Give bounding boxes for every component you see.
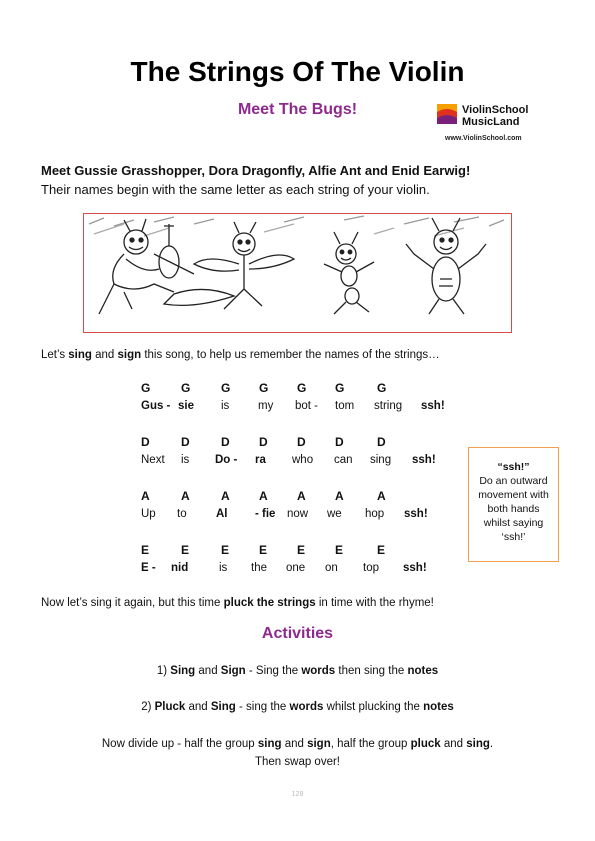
act3-b4: sing xyxy=(466,738,490,750)
song-note: A xyxy=(221,489,230,503)
song-word: top xyxy=(363,562,379,574)
act2-b4: notes xyxy=(423,701,454,713)
song-note: E xyxy=(221,543,230,557)
song-note: E xyxy=(181,543,190,557)
song-note: G xyxy=(141,381,151,395)
song-note: G xyxy=(297,381,307,395)
song-word: my xyxy=(258,400,274,412)
song-note: D xyxy=(221,435,230,449)
song-note: A xyxy=(335,489,344,503)
song-note: G xyxy=(181,381,191,395)
song-note: G xyxy=(335,381,345,395)
song-note: A xyxy=(259,489,268,503)
song-note: D xyxy=(259,435,268,449)
lead-text-3: this song, to help us remember the names of the strings… xyxy=(141,349,440,361)
song-word: bot - xyxy=(295,400,319,412)
act2-b3: words xyxy=(289,701,324,713)
song-word: on xyxy=(325,562,338,574)
song-note: D xyxy=(181,435,190,449)
song-word: string xyxy=(374,400,403,412)
act1-b4: notes xyxy=(407,665,439,677)
song-word: ra xyxy=(255,454,266,466)
song-note: A xyxy=(141,489,150,503)
act2-b1: Pluck xyxy=(154,701,186,713)
act3-b2: sign xyxy=(307,738,331,750)
song-word: to xyxy=(177,508,187,520)
ssh-line: Do an outward xyxy=(479,475,548,487)
logo-mark-icon xyxy=(437,104,457,124)
song-note: A xyxy=(297,489,306,503)
activities-heading: Activities xyxy=(261,625,334,642)
violinschool-logo xyxy=(437,104,557,148)
song-intro xyxy=(41,349,440,361)
lead-text-2: and xyxy=(91,349,118,361)
act3-t5: . xyxy=(489,738,494,750)
song-note: G xyxy=(377,381,387,395)
act3-t1: Now divide up - half the group xyxy=(101,738,258,750)
act1-b1: Sing xyxy=(170,665,196,677)
song-note: E xyxy=(377,543,386,557)
act1-t1: 1) xyxy=(156,665,171,677)
act1-t3: - Sing the xyxy=(245,665,302,677)
act2-t1: 2) xyxy=(141,701,155,713)
song-note: D xyxy=(377,435,386,449)
song-word: one xyxy=(286,562,306,574)
song-word: Next xyxy=(141,454,165,466)
logo-line-1: ViolinSchool xyxy=(462,104,529,116)
ssh-line: whilst saying xyxy=(483,517,544,529)
act3-t2: and xyxy=(281,738,308,750)
song-note: D xyxy=(141,435,150,449)
song-word: sing xyxy=(370,454,392,466)
act2-t2: and xyxy=(185,701,211,713)
activity-2 xyxy=(0,701,595,713)
song-note: A xyxy=(377,489,386,503)
song-word: Gus - xyxy=(141,400,171,412)
act2-t4: whilst plucking the xyxy=(323,701,424,713)
intro-heading: Meet Gussie Grasshopper, Dora Dragonfly, Alfie Ant and Enid Earwig! xyxy=(41,163,471,178)
song-word: is xyxy=(219,562,228,574)
logo-line-2: MusicLand xyxy=(462,116,520,128)
bugs-drawing-icon xyxy=(84,214,510,331)
act2-b2: Sing xyxy=(210,701,236,713)
activity-3-continued: Then swap over! xyxy=(254,756,340,768)
act1-b2: Sign xyxy=(220,665,246,677)
page-title: The Strings Of The Violin xyxy=(130,56,465,87)
ssh-heading: “ssh!” xyxy=(497,461,530,473)
song-word: can xyxy=(334,454,353,466)
song-note: D xyxy=(297,435,306,449)
song-word: - fie xyxy=(255,508,276,520)
song-note: E xyxy=(335,543,344,557)
lead-bold-sing: sing xyxy=(68,349,92,361)
ssh-line: movement with xyxy=(478,489,549,501)
song-word: ssh! xyxy=(403,562,427,574)
song-word: we xyxy=(327,508,342,520)
logo-url: www.ViolinSchool.com xyxy=(445,135,522,142)
lead-text-1: Let’s xyxy=(41,349,69,361)
ssh-line: both hands xyxy=(487,503,540,515)
song-note: D xyxy=(335,435,344,449)
song-word: ssh! xyxy=(421,400,445,412)
pluck-instruction xyxy=(41,597,434,609)
song-word: the xyxy=(251,562,267,574)
act1-t2: and xyxy=(195,665,221,677)
song-word: who xyxy=(292,454,314,466)
page-subtitle: Meet The Bugs! xyxy=(237,101,358,118)
again-text-2: in time with the rhyme! xyxy=(315,597,434,609)
song-word: nid xyxy=(171,562,189,574)
act3-t4: and xyxy=(440,738,467,750)
song-word: tom xyxy=(335,400,355,412)
song-word: E - xyxy=(141,562,156,574)
song-word: hop xyxy=(365,508,385,520)
song-note: E xyxy=(141,543,150,557)
song-note: E xyxy=(297,543,306,557)
page-number: 128 xyxy=(291,791,304,798)
again-text-1: Now let’s sing it again, but this time xyxy=(41,597,224,609)
lead-bold-sign: sign xyxy=(117,349,142,361)
song-word: is xyxy=(181,454,190,466)
activity-3 xyxy=(0,738,595,750)
song-note: G xyxy=(259,381,269,395)
song-word: Do - xyxy=(215,454,238,466)
song-note: A xyxy=(181,489,190,503)
song-word: now xyxy=(287,508,309,520)
act3-b1: sing xyxy=(257,738,282,750)
song-word: ssh! xyxy=(412,454,436,466)
act3-t3: , half the group xyxy=(330,738,411,750)
ssh-line: ‘ssh!’ xyxy=(501,531,526,543)
intro-text: Their names begin with the same letter as each string of your violin. xyxy=(41,182,430,197)
song-word: is xyxy=(221,400,230,412)
act3-b3: pluck xyxy=(410,738,441,750)
bugs-illustration xyxy=(83,213,512,333)
act1-b3: words xyxy=(301,665,336,677)
song-note: G xyxy=(221,381,231,395)
act1-t4: then sing the xyxy=(335,665,408,677)
song-word: Up xyxy=(141,508,156,520)
song-word: ssh! xyxy=(404,508,428,520)
act2-t3: - sing the xyxy=(235,701,290,713)
activity-1 xyxy=(0,665,595,677)
ssh-instruction-box xyxy=(468,447,559,562)
song-word: sie xyxy=(178,400,194,412)
song-word: Al xyxy=(216,508,228,520)
again-bold: pluck the strings xyxy=(223,597,316,609)
song-note: E xyxy=(259,543,268,557)
